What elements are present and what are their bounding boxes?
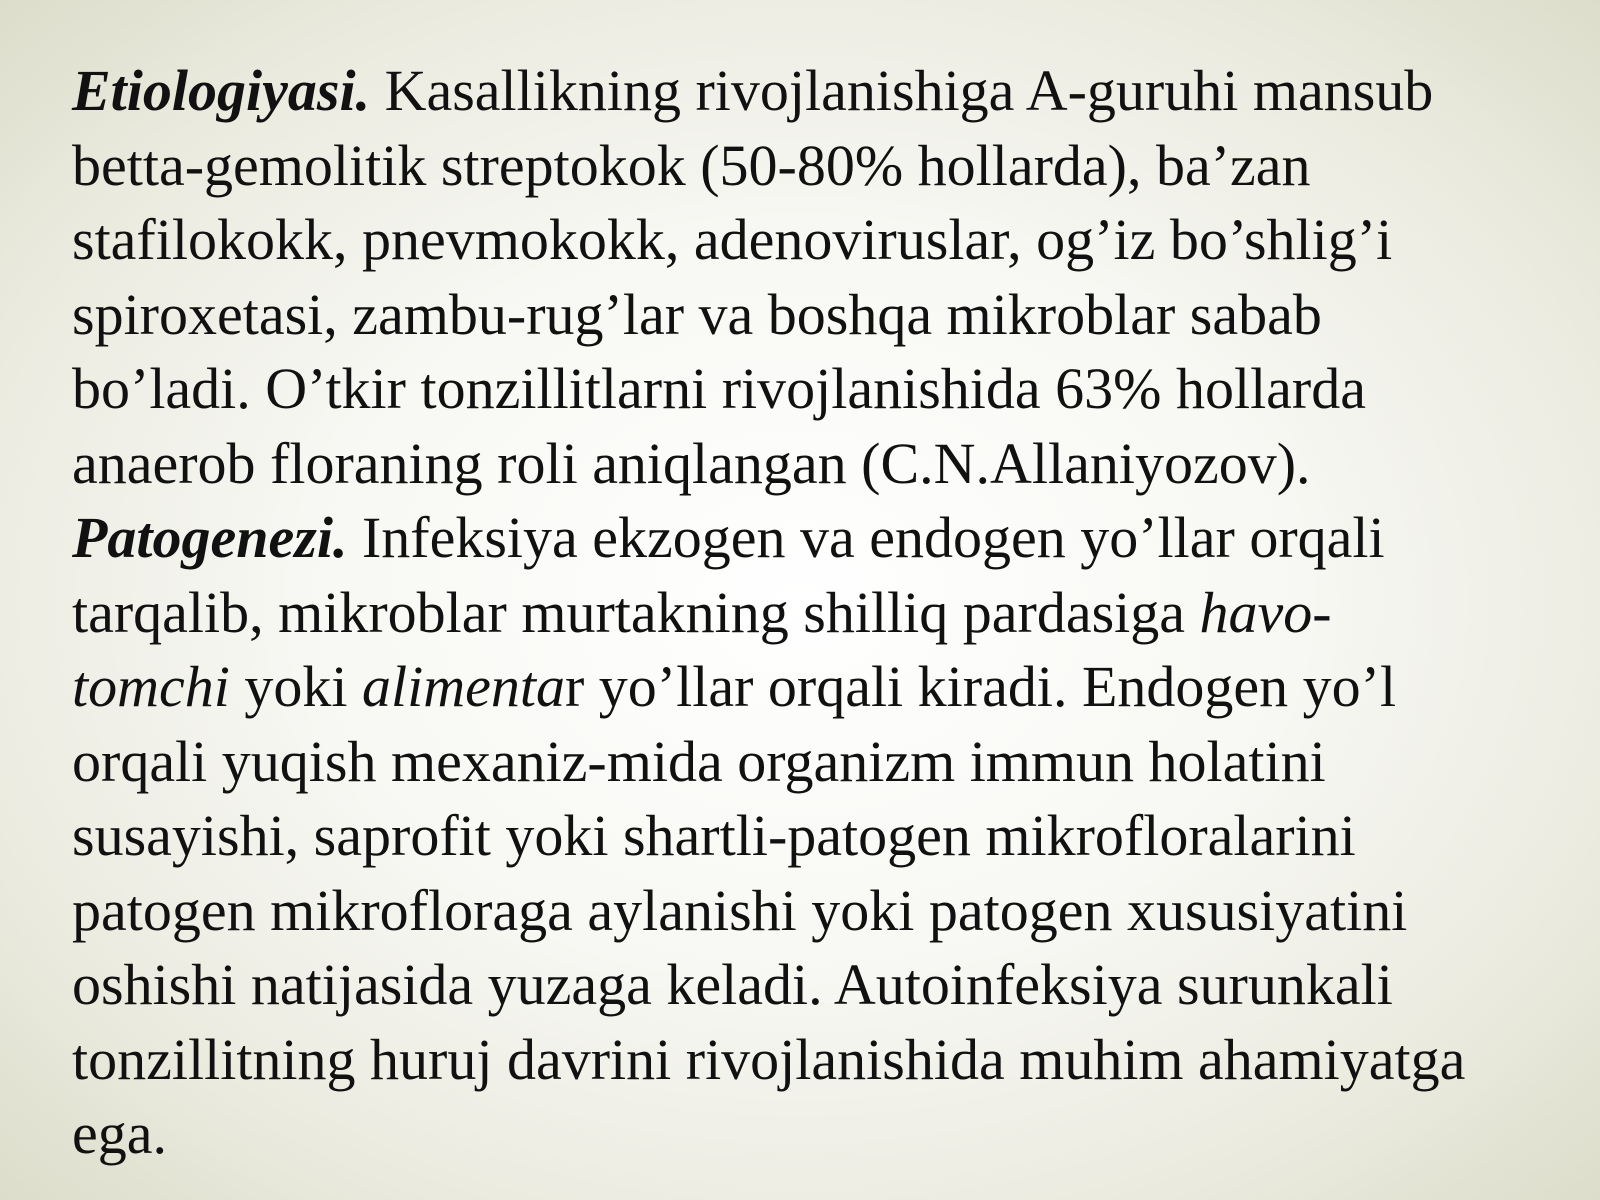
text-segment: betta-gemolitik streptokok (50-80% hollarda), ba’zan xyxy=(72,132,1311,198)
italic-term: alimenta xyxy=(361,654,565,719)
text-line xyxy=(72,427,1572,502)
text-segment: tarqalib, mikroblar murtakning shilliq pardasiga xyxy=(72,579,1200,645)
text-line xyxy=(72,54,1572,129)
section-heading: Patogenezi. xyxy=(72,505,348,570)
text-segment: tonzillitning huruj davrini rivojlanishida muhim ahamiyatga xyxy=(72,1026,1466,1092)
text-segment: r yo’llar orqali kiradi. Endogen yo’l xyxy=(564,654,1397,719)
text-segment: stafilokokk, pnevmokokk, adenoviruslar, og’iz bo’shlig’i xyxy=(72,207,1393,272)
text-line xyxy=(72,576,1572,651)
italic-term: tomchi xyxy=(72,654,230,719)
text-line xyxy=(72,650,1572,725)
text-line xyxy=(72,874,1572,949)
text-line xyxy=(72,948,1572,1023)
text-segment: Kasallikning rivojlanishiga A-guruhi mansub xyxy=(370,58,1434,123)
section-heading: Etiologiyasi. xyxy=(72,58,371,123)
text-line xyxy=(72,799,1572,874)
text-segment: spiroxetasi, zambu-rug’lar va boshqa mikroblar sabab xyxy=(72,281,1322,347)
text-line xyxy=(72,203,1572,278)
text-segment: patogen mikrofloraga aylanishi yoki patogen xususiyatini xyxy=(72,877,1408,943)
slide-text-block xyxy=(72,54,1572,1172)
text-line xyxy=(72,501,1572,576)
text-line xyxy=(72,1023,1572,1098)
text-segment: bo’ladi. O’tkir tonzillitlarni rivojlanishida 63% hollarda xyxy=(72,356,1366,421)
italic-term: havo- xyxy=(1199,579,1332,645)
text-line xyxy=(72,129,1572,204)
text-segment: Infeksiya ekzogen va endogen yo’llar orqali xyxy=(347,505,1385,570)
text-segment: ega. xyxy=(72,1101,167,1166)
text-line xyxy=(72,1097,1572,1172)
text-line xyxy=(72,352,1572,427)
text-segment: oshishi natijasida yuzaga keladi. Autoinfeksiya surunkali xyxy=(72,952,1393,1017)
text-line xyxy=(72,725,1572,800)
text-segment: yoki xyxy=(229,654,362,719)
text-segment: susayishi, saprofit yoki shartli-patogen mikrofloralarini xyxy=(72,803,1356,868)
text-segment: anaerob floraning roli aniqlangan (C.N.Allaniyozov). xyxy=(72,430,1311,496)
text-line xyxy=(72,278,1572,353)
text-segment: orqali yuqish mexaniz-mida organizm immun holatini xyxy=(72,728,1326,794)
